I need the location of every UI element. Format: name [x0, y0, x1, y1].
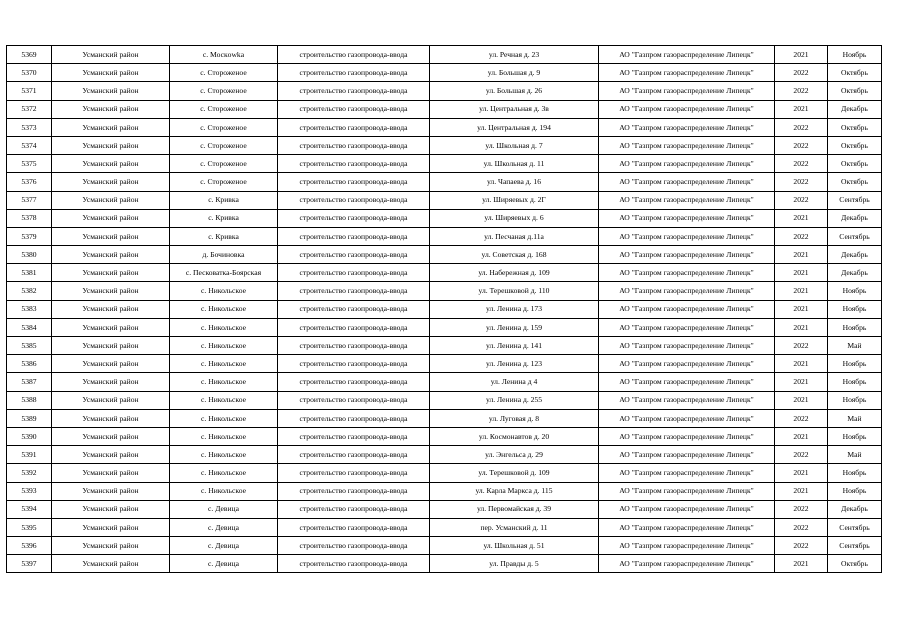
year-cell: 2021 — [775, 318, 828, 336]
contractor-cell: АО "Газпром газораспределение Липецк" — [599, 300, 775, 318]
year-cell: 2021 — [775, 46, 828, 64]
row-number-cell: 5386 — [7, 355, 52, 373]
month-cell: Ноябрь — [828, 282, 882, 300]
address-cell: ул. Луговая д. 8 — [430, 409, 599, 427]
contractor-cell: АО "Газпром газораспределение Липецк" — [599, 100, 775, 118]
month-cell: Октябрь — [828, 155, 882, 173]
row-number-cell: 5395 — [7, 518, 52, 536]
year-cell: 2021 — [775, 246, 828, 264]
district-cell: Усманский район — [52, 227, 170, 245]
work-type-cell: строительство газопровода-ввода — [278, 100, 430, 118]
row-number-cell: 5393 — [7, 482, 52, 500]
row-number-cell: 5371 — [7, 82, 52, 100]
month-cell: Ноябрь — [828, 427, 882, 445]
month-cell: Май — [828, 337, 882, 355]
address-cell: ул. Школьная д. 7 — [430, 136, 599, 154]
year-cell: 2022 — [775, 118, 828, 136]
table-row — [7, 427, 882, 445]
contractor-cell: АО "Газпром газораспределение Липецк" — [599, 118, 775, 136]
district-cell: Усманский район — [52, 409, 170, 427]
month-cell: Ноябрь — [828, 373, 882, 391]
row-number-cell: 5396 — [7, 537, 52, 555]
month-cell: Сентябрь — [828, 227, 882, 245]
contractor-cell: АО "Газпром газораспределение Липецк" — [599, 209, 775, 227]
table-row — [7, 537, 882, 555]
work-type-cell: строительство газопровода-ввода — [278, 427, 430, 445]
address-cell: пер. Усманский д. 11 — [430, 518, 599, 536]
address-cell: ул. Ленина д 4 — [430, 373, 599, 391]
table-row — [7, 409, 882, 427]
contractor-cell: АО "Газпром газораспределение Липецк" — [599, 136, 775, 154]
table-row — [7, 318, 882, 336]
contractor-cell: АО "Газпром газораспределение Липецк" — [599, 227, 775, 245]
month-cell: Ноябрь — [828, 300, 882, 318]
table-row — [7, 209, 882, 227]
work-type-cell: строительство газопровода-ввода — [278, 136, 430, 154]
district-cell: Усманский район — [52, 555, 170, 573]
row-number-cell: 5391 — [7, 446, 52, 464]
row-number-cell: 5381 — [7, 264, 52, 282]
work-type-cell: строительство газопровода-ввода — [278, 209, 430, 227]
settlement-cell: с. Девица — [170, 500, 278, 518]
work-type-cell: строительство газопровода-ввода — [278, 118, 430, 136]
work-type-cell: строительство газопровода-ввода — [278, 82, 430, 100]
year-cell: 2021 — [775, 282, 828, 300]
contractor-cell: АО "Газпром газораспределение Липецк" — [599, 518, 775, 536]
table-row — [7, 337, 882, 355]
contractor-cell: АО "Газпром газораспределение Липецк" — [599, 46, 775, 64]
contractor-cell: АО "Газпром газораспределение Липецк" — [599, 246, 775, 264]
table-row — [7, 118, 882, 136]
table-row — [7, 173, 882, 191]
address-cell: ул. Центральная д. 194 — [430, 118, 599, 136]
year-cell: 2021 — [775, 391, 828, 409]
row-number-cell: 5373 — [7, 118, 52, 136]
district-cell: Усманский район — [52, 427, 170, 445]
settlement-cell: с. Никольское — [170, 355, 278, 373]
row-number-cell: 5387 — [7, 373, 52, 391]
district-cell: Усманский район — [52, 100, 170, 118]
work-type-cell: строительство газопровода-ввода — [278, 46, 430, 64]
table-row — [7, 500, 882, 518]
month-cell: Ноябрь — [828, 46, 882, 64]
table-row — [7, 355, 882, 373]
district-cell: Усманский район — [52, 337, 170, 355]
settlement-cell: с. Девица — [170, 555, 278, 573]
district-cell: Усманский район — [52, 173, 170, 191]
contractor-cell: АО "Газпром газораспределение Липецк" — [599, 373, 775, 391]
month-cell: Октябрь — [828, 173, 882, 191]
row-number-cell: 5370 — [7, 64, 52, 82]
work-type-cell: строительство газопровода-ввода — [278, 537, 430, 555]
table-row — [7, 227, 882, 245]
address-cell: ул. Первомайская д. 39 — [430, 500, 599, 518]
year-cell: 2022 — [775, 537, 828, 555]
row-number-cell: 5383 — [7, 300, 52, 318]
district-cell: Усманский район — [52, 118, 170, 136]
row-number-cell: 5388 — [7, 391, 52, 409]
work-type-cell: строительство газопровода-ввода — [278, 227, 430, 245]
year-cell: 2022 — [775, 518, 828, 536]
settlement-cell: с. Никольское — [170, 282, 278, 300]
table-row — [7, 46, 882, 64]
contractor-cell: АО "Газпром газораспределение Липецк" — [599, 409, 775, 427]
row-number-cell: 5380 — [7, 246, 52, 264]
address-cell: ул. Ленина д. 159 — [430, 318, 599, 336]
work-type-cell: строительство газопровода-ввода — [278, 555, 430, 573]
table-row — [7, 246, 882, 264]
year-cell: 2022 — [775, 500, 828, 518]
settlement-cell: с. Кривка — [170, 191, 278, 209]
month-cell: Декабрь — [828, 100, 882, 118]
gas-connection-table — [6, 45, 882, 573]
district-cell: Усманский район — [52, 446, 170, 464]
row-number-cell: 5390 — [7, 427, 52, 445]
address-cell: ул. Школьная д. 51 — [430, 537, 599, 555]
month-cell: Октябрь — [828, 118, 882, 136]
year-cell: 2021 — [775, 373, 828, 391]
address-cell: ул. Советская д. 168 — [430, 246, 599, 264]
settlement-cell: с. Никольское — [170, 482, 278, 500]
work-type-cell: строительство газопровода-ввода — [278, 337, 430, 355]
year-cell: 2021 — [775, 555, 828, 573]
address-cell: ул. Карла Маркса д. 115 — [430, 482, 599, 500]
year-cell: 2022 — [775, 446, 828, 464]
address-cell: ул. Ширяевых д. 2Г — [430, 191, 599, 209]
settlement-cell: с. Никольское — [170, 337, 278, 355]
year-cell: 2022 — [775, 136, 828, 154]
contractor-cell: АО "Газпром газораспределение Липецк" — [599, 191, 775, 209]
settlement-cell: с. Стороженое — [170, 64, 278, 82]
district-cell: Усманский район — [52, 264, 170, 282]
address-cell: ул. Школьная д. 11 — [430, 155, 599, 173]
settlement-cell: с. Стороженое — [170, 118, 278, 136]
year-cell: 2021 — [775, 464, 828, 482]
district-cell: Усманский район — [52, 282, 170, 300]
district-cell: Усманский район — [52, 82, 170, 100]
month-cell: Сентябрь — [828, 518, 882, 536]
work-type-cell: строительство газопровода-ввода — [278, 373, 430, 391]
work-type-cell: строительство газопровода-ввода — [278, 173, 430, 191]
settlement-cell: с. Девица — [170, 537, 278, 555]
work-type-cell: строительство газопровода-ввода — [278, 282, 430, 300]
table-row — [7, 64, 882, 82]
row-number-cell: 5389 — [7, 409, 52, 427]
district-cell: Усманский район — [52, 537, 170, 555]
table-row — [7, 391, 882, 409]
year-cell: 2021 — [775, 427, 828, 445]
address-cell: ул. Ленина д. 255 — [430, 391, 599, 409]
work-type-cell: строительство газопровода-ввода — [278, 318, 430, 336]
address-cell: ул. Ленина д. 141 — [430, 337, 599, 355]
settlement-cell: с. Стороженое — [170, 173, 278, 191]
address-cell: ул. Космонавтов д. 20 — [430, 427, 599, 445]
contractor-cell: АО "Газпром газораспределение Липецк" — [599, 391, 775, 409]
year-cell: 2021 — [775, 482, 828, 500]
work-type-cell: строительство газопровода-ввода — [278, 518, 430, 536]
month-cell: Октябрь — [828, 555, 882, 573]
contractor-cell: АО "Газпром газораспределение Липецк" — [599, 337, 775, 355]
contractor-cell: АО "Газпром газораспределение Липецк" — [599, 464, 775, 482]
settlement-cell: с. Песковатка-Боярская — [170, 264, 278, 282]
district-cell: Усманский район — [52, 500, 170, 518]
address-cell: ул. Центральная д. 3в — [430, 100, 599, 118]
table-row — [7, 464, 882, 482]
month-cell: Декабрь — [828, 246, 882, 264]
district-cell: Усманский район — [52, 191, 170, 209]
contractor-cell: АО "Газпром газораспределение Липецк" — [599, 427, 775, 445]
contractor-cell: АО "Газпром газораспределение Липецк" — [599, 282, 775, 300]
month-cell: Октябрь — [828, 82, 882, 100]
address-cell: ул. Терешковой д. 109 — [430, 464, 599, 482]
month-cell: Ноябрь — [828, 464, 882, 482]
address-cell: ул. Большая д. 9 — [430, 64, 599, 82]
contractor-cell: АО "Газпром газораспределение Липецк" — [599, 82, 775, 100]
month-cell: Ноябрь — [828, 355, 882, 373]
table-row — [7, 100, 882, 118]
settlement-cell: с. Стороженое — [170, 136, 278, 154]
month-cell: Декабрь — [828, 209, 882, 227]
table-row — [7, 373, 882, 391]
year-cell: 2022 — [775, 155, 828, 173]
month-cell: Май — [828, 446, 882, 464]
month-cell: Октябрь — [828, 136, 882, 154]
contractor-cell: АО "Газпром газораспределение Липецк" — [599, 537, 775, 555]
district-cell: Усманский район — [52, 391, 170, 409]
row-number-cell: 5377 — [7, 191, 52, 209]
work-type-cell: строительство газопровода-ввода — [278, 355, 430, 373]
settlement-cell: с. Никольское — [170, 464, 278, 482]
address-cell: ул. Речная д. 23 — [430, 46, 599, 64]
month-cell: Октябрь — [828, 64, 882, 82]
row-number-cell: 5385 — [7, 337, 52, 355]
settlement-cell: с. Никольское — [170, 318, 278, 336]
table-row — [7, 191, 882, 209]
month-cell: Декабрь — [828, 264, 882, 282]
settlement-cell: с. Девица — [170, 518, 278, 536]
table-row — [7, 82, 882, 100]
row-number-cell: 5384 — [7, 318, 52, 336]
district-cell: Усманский район — [52, 64, 170, 82]
work-type-cell: строительство газопровода-ввода — [278, 191, 430, 209]
month-cell: Май — [828, 409, 882, 427]
district-cell: Усманский район — [52, 464, 170, 482]
year-cell: 2022 — [775, 409, 828, 427]
work-type-cell: строительство газопровода-ввода — [278, 246, 430, 264]
work-type-cell: строительство газопровода-ввода — [278, 64, 430, 82]
contractor-cell: АО "Газпром газораспределение Липецк" — [599, 446, 775, 464]
year-cell: 2021 — [775, 300, 828, 318]
district-cell: Усманский район — [52, 136, 170, 154]
month-cell: Декабрь — [828, 500, 882, 518]
month-cell: Сентябрь — [828, 537, 882, 555]
row-number-cell: 5374 — [7, 136, 52, 154]
district-cell: Усманский район — [52, 355, 170, 373]
year-cell: 2021 — [775, 355, 828, 373]
table-row — [7, 482, 882, 500]
settlement-cell: с. Кривка — [170, 227, 278, 245]
year-cell: 2022 — [775, 173, 828, 191]
row-number-cell: 5378 — [7, 209, 52, 227]
work-type-cell: строительство газопровода-ввода — [278, 482, 430, 500]
settlement-cell: с. Никольское — [170, 391, 278, 409]
table-row — [7, 446, 882, 464]
contractor-cell: АО "Газпром газораспределение Липецк" — [599, 64, 775, 82]
table-row — [7, 555, 882, 573]
settlement-cell: с. Стороженое — [170, 82, 278, 100]
work-type-cell: строительство газопровода-ввода — [278, 464, 430, 482]
table-row — [7, 155, 882, 173]
district-cell: Усманский район — [52, 155, 170, 173]
address-cell: ул. Большая д. 26 — [430, 82, 599, 100]
settlement-cell: д. Бочиновка — [170, 246, 278, 264]
address-cell: ул. Ленина д. 123 — [430, 355, 599, 373]
row-number-cell: 5369 — [7, 46, 52, 64]
contractor-cell: АО "Газпром газораспределение Липецк" — [599, 355, 775, 373]
district-cell: Усманский район — [52, 246, 170, 264]
row-number-cell: 5394 — [7, 500, 52, 518]
settlement-cell: с. Никольское — [170, 373, 278, 391]
district-cell: Усманский район — [52, 318, 170, 336]
work-type-cell: строительство газопровода-ввода — [278, 264, 430, 282]
table-row — [7, 300, 882, 318]
district-cell: Усманский район — [52, 482, 170, 500]
work-type-cell: строительство газопровода-ввода — [278, 446, 430, 464]
district-cell: Усманский район — [52, 518, 170, 536]
settlement-cell: с. Стороженое — [170, 100, 278, 118]
work-type-cell: строительство газопровода-ввода — [278, 391, 430, 409]
address-cell: ул. Правды д. 5 — [430, 555, 599, 573]
work-type-cell: строительство газопровода-ввода — [278, 155, 430, 173]
address-cell: ул. Набережная д. 109 — [430, 264, 599, 282]
table-row — [7, 136, 882, 154]
work-type-cell: строительство газопровода-ввода — [278, 409, 430, 427]
year-cell: 2022 — [775, 191, 828, 209]
contractor-cell: АО "Газпром газораспределение Липецк" — [599, 264, 775, 282]
settlement-cell: с. Никольское — [170, 446, 278, 464]
row-number-cell: 5376 — [7, 173, 52, 191]
month-cell: Ноябрь — [828, 482, 882, 500]
year-cell: 2022 — [775, 337, 828, 355]
settlement-cell: с. Никольское — [170, 427, 278, 445]
table-row — [7, 264, 882, 282]
settlement-cell: с. Кривка — [170, 209, 278, 227]
district-cell: Усманский район — [52, 46, 170, 64]
contractor-cell: АО "Газпром газораспределение Липецк" — [599, 155, 775, 173]
year-cell: 2022 — [775, 82, 828, 100]
year-cell: 2022 — [775, 227, 828, 245]
settlement-cell: с. Стороженое — [170, 155, 278, 173]
document-page — [6, 45, 882, 573]
work-type-cell: строительство газопровода-ввода — [278, 500, 430, 518]
address-cell: ул. Энгельса д. 29 — [430, 446, 599, 464]
contractor-cell: АО "Газпром газораспределение Липецк" — [599, 482, 775, 500]
month-cell: Ноябрь — [828, 391, 882, 409]
year-cell: 2021 — [775, 264, 828, 282]
settlement-cell: с. Москowka — [170, 46, 278, 64]
address-cell: ул. Терешковой д. 110 — [430, 282, 599, 300]
district-cell: Усманский район — [52, 373, 170, 391]
table-row — [7, 518, 882, 536]
address-cell: ул. Чапаева д. 16 — [430, 173, 599, 191]
address-cell: ул. Ширяевых д. 6 — [430, 209, 599, 227]
settlement-cell: с. Никольское — [170, 409, 278, 427]
month-cell: Сентябрь — [828, 191, 882, 209]
row-number-cell: 5375 — [7, 155, 52, 173]
settlement-cell: с. Никольское — [170, 300, 278, 318]
contractor-cell: АО "Газпром газораспределение Липецк" — [599, 500, 775, 518]
contractor-cell: АО "Газпром газораспределение Липецк" — [599, 318, 775, 336]
row-number-cell: 5397 — [7, 555, 52, 573]
month-cell: Ноябрь — [828, 318, 882, 336]
year-cell: 2022 — [775, 64, 828, 82]
address-cell: ул. Ленина д. 173 — [430, 300, 599, 318]
row-number-cell: 5372 — [7, 100, 52, 118]
address-cell: ул. Песчаная д.11а — [430, 227, 599, 245]
row-number-cell: 5382 — [7, 282, 52, 300]
table-row — [7, 282, 882, 300]
district-cell: Усманский район — [52, 209, 170, 227]
year-cell: 2021 — [775, 100, 828, 118]
district-cell: Усманский район — [52, 300, 170, 318]
contractor-cell: АО "Газпром газораспределение Липецк" — [599, 555, 775, 573]
work-type-cell: строительство газопровода-ввода — [278, 300, 430, 318]
year-cell: 2021 — [775, 209, 828, 227]
row-number-cell: 5379 — [7, 227, 52, 245]
contractor-cell: АО "Газпром газораспределение Липецк" — [599, 173, 775, 191]
row-number-cell: 5392 — [7, 464, 52, 482]
